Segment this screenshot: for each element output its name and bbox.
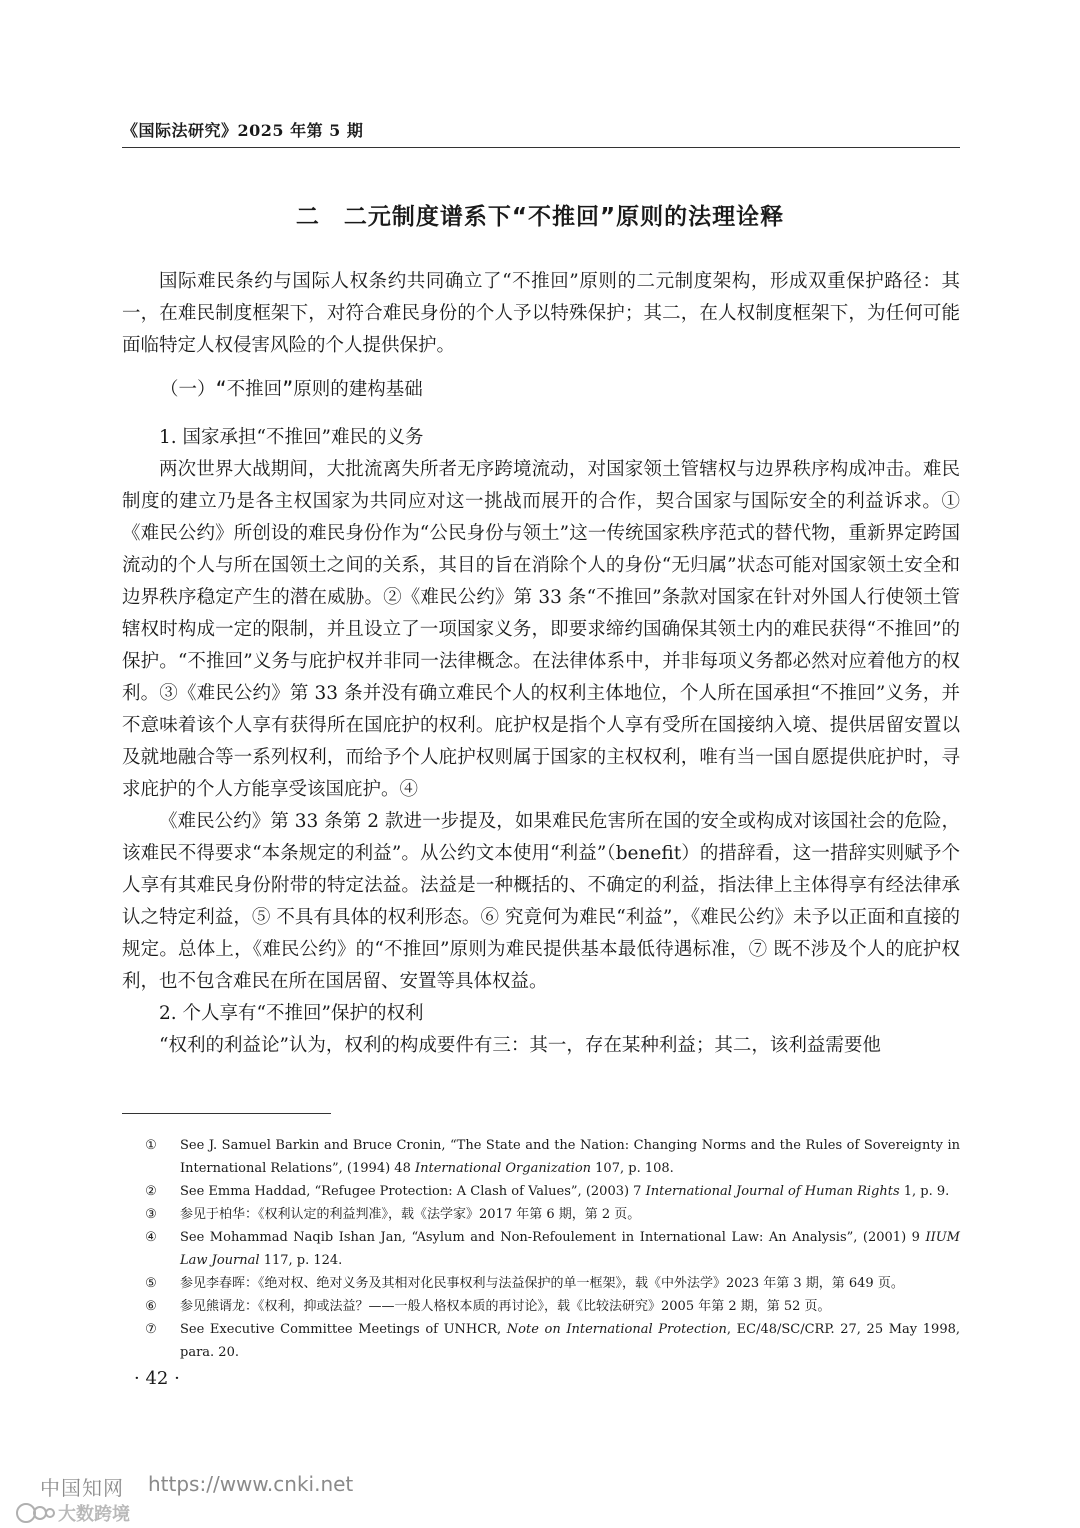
footnote-text: 参见于柏华：《权利认定的利益判准》，载《法学家》2017 年第 6 期，第 2 页。 xyxy=(180,1207,641,1222)
footnote-mark: ② xyxy=(145,1184,157,1199)
watermark-logo-text: 大数跨境 xyxy=(58,1504,130,1525)
footnote-text: See Mohammad Naqib Ishan Jan, “Asylum and Non-Refoulement in International Law: An Analysis”, (2001) 9 IIUM Law Journal 117, p. 124. xyxy=(180,1230,960,1268)
item-2-paragraph-1: “权利的利益论”认为，权利的构成要件有三：其一，存在某种利益；其二，该利益需要他 xyxy=(159,1035,881,1056)
footnote-text: 参见熊谞龙：《权利，抑或法益？——一般人格权本质的再讨论》，载《比较法研究》2005 年第 2 期，第 52 页。 xyxy=(180,1299,831,1314)
footnote-text: 参见李春晖：《绝对权、绝对义务及其相对化民事权利与法益保护的单一框架》，载《中外法学》2023 年第 3 期，第 649 页。 xyxy=(180,1276,904,1291)
footnote-text: See Emma Haddad, “Refugee Protection: A Clash of Values”, (2003) 7 International Journal of Human Rights 1, p. 9. xyxy=(180,1184,950,1199)
section-title: 二 二元制度谱系下“不推回”原则的法理诠释 xyxy=(295,204,785,230)
footnote-item xyxy=(122,1272,960,1295)
intro-paragraph: 国际难民条约与国际人权条约共同确立了“不推回”原则的二元制度架构，形成双重保护路径：其一，在难民制度框架下，对符合难民身份的个人予以特殊保护；其二，在人权制度框架下，为任何可能面临特定人权侵害风险的个人提供保护。 xyxy=(122,271,960,356)
footnote-mark: ④ xyxy=(145,1230,157,1245)
footnote-text: See Executive Committee Meetings of UNHCR, Note on International Protection, EC/48/SC/CRP. 27, 25 May 1998, para. 20. xyxy=(180,1322,960,1360)
item-1-paragraph-1: 两次世界大战期间，大批流离失所者无序跨境流动，对国家领土管辖权与边界秩序构成冲击。难民制度的建立乃是各主权国家为共同应对这一挑战而展开的合作，契合国家与国际安全的利益诉求。①《难民公约》所创设的难民身份作为“公民身份与领土”这一传统国家秩序范式的替代物，重新界定跨国流动的个人与所在国领土之间的关系，其目的旨在消除个人的身份“无归属”状态可能对国家领土安全和边界秩序稳定产生的潜在威胁。②《难民公约》第 33 条“不推回”条款对国家在针对外国人行使领土管辖权时构成一定的限制，并且设立了一项国家义务，即要求缔约国确保其领土内的难民获得“不推回”的保护。“不推回”义务与庇护权并非同一法律概念。在法律体系中，并非每项义务都必然对应着他方的权利。③《难民公约》第 33 条并没有确立难民个人的权利主体地位，个人所在国承担“不推回”义务，并不意味着该个人享有获得所在国庇护的权利。庇护权是指个人享有受所在国接纳入境、提供居留安置以及就地融合等一系列权利，而给予个人庇护权则属于国家的主权权利，唯有当一国自愿提供庇护时，寻求庇护的个人方能享受该国庇护。④ xyxy=(122,459,960,800)
footnote-item xyxy=(122,1134,960,1180)
footnote-mark: ⑦ xyxy=(145,1322,157,1337)
item-1-paragraph-2: 《难民公约》第 33 条第 2 款进一步提及，如果难民危害所在国的安全或构成对该国社会的危险，该难民不得要求“本条规定的利益”。从公约文本使用“利益”（benefit）的措辞看，这一措辞实则赋予个人享有其难民身份附带的特定法益。法益是一种概括的、不确定的利益，指法律上主体得享有经法律承认之特定利益，⑤ 不具有具体的权利形态。⑥ 究竟何为难民“利益”，《难民公约》未予以正面和直接的规定。总体上，《难民公约》的“不推回”原则为难民提供基本最低待遇标准，⑦ 既不涉及个人的庇护权利，也不包含难民在所在国居留、安置等具体权益。 xyxy=(122,811,960,992)
footnote-item xyxy=(122,1226,960,1272)
footnote-divider xyxy=(122,1113,331,1114)
subsection-heading: （一）“不推回”原则的建构基础 xyxy=(160,379,423,400)
watermark-url: https://www.cnki.net xyxy=(148,1472,354,1496)
footnote-mark: ⑤ xyxy=(145,1276,157,1291)
header-divider xyxy=(122,147,960,148)
footnote-mark: ③ xyxy=(145,1207,157,1222)
running-header: 《国际法研究》2025 年第 5 期 xyxy=(122,121,364,140)
main-body xyxy=(122,422,960,1062)
footnote-item xyxy=(122,1203,960,1226)
footnote-mark: ⑥ xyxy=(145,1299,157,1314)
cnki-watermark xyxy=(0,1466,380,1528)
footnotes xyxy=(122,1134,960,1364)
page-number: · 42 · xyxy=(134,1368,180,1389)
footnote-item xyxy=(122,1295,960,1318)
watermark-logo-icon xyxy=(14,1500,144,1526)
watermark-site-name: 中国知网 xyxy=(40,1476,124,1500)
footnote-mark: ① xyxy=(145,1138,157,1153)
item-2-heading: 2. 个人享有“不推回”保护的权利 xyxy=(159,1003,424,1024)
intro-block xyxy=(122,266,960,362)
footnote-item xyxy=(122,1318,960,1364)
footnote-item xyxy=(122,1180,960,1203)
item-1-heading: 1. 国家承担“不推回”难民的义务 xyxy=(159,427,424,448)
footnote-text: See J. Samuel Barkin and Bruce Cronin, “The State and the Nation: Changing Norms and the Rules of Sovereignty in International Relations”, (1994) 48 International Organization 107, p. 108. xyxy=(180,1138,960,1176)
